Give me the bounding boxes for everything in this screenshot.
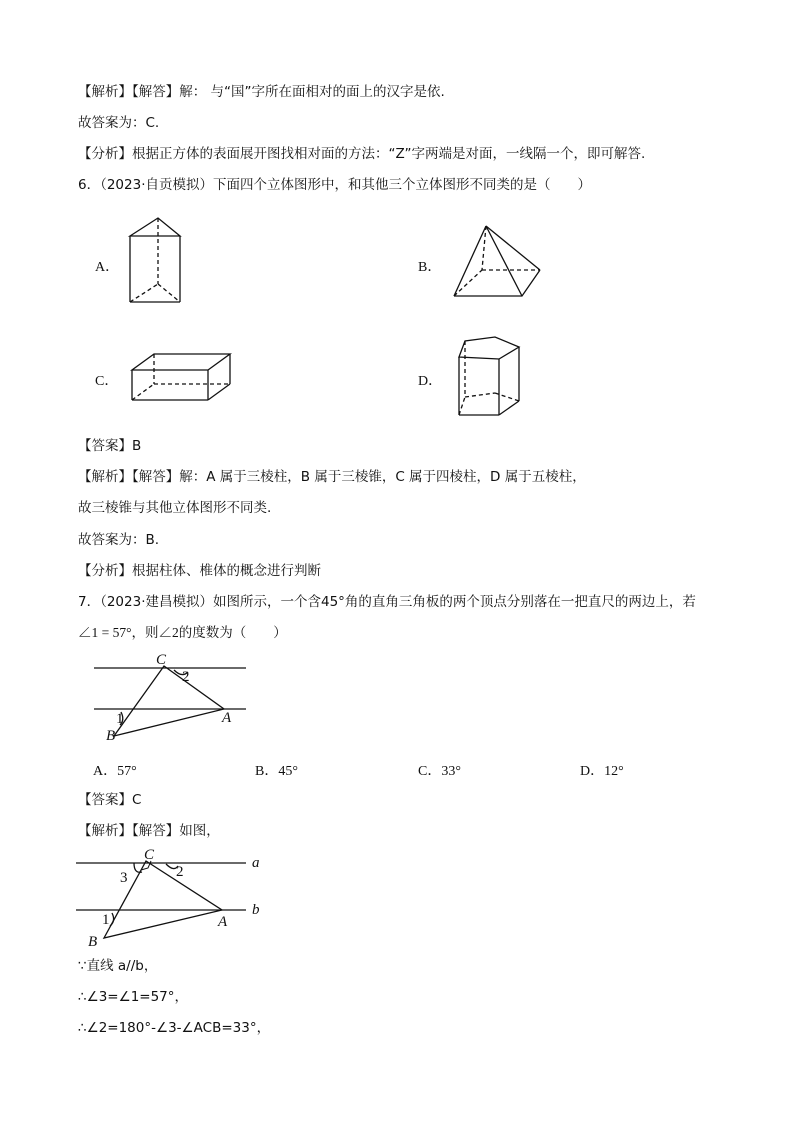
q6-answer: 【答案】B	[78, 438, 142, 454]
triangular-prism-figure	[120, 212, 190, 307]
q7-option-c: C．33°	[418, 764, 461, 779]
q7-stem-1: 7．（2023·建昌模拟）如图所示，一个含45°角的直角三角板的两个顶点分别落在一把直尺的两边上，若	[78, 594, 696, 610]
q7s-label-c: C	[144, 847, 155, 863]
q7-step-2: ∴∠3=∠1=57°，	[78, 989, 189, 1005]
q6-stem: 6．（2023·自贡模拟）下面四个立体图形中，和其他三个立体图形不同类的是（ ）	[78, 177, 591, 193]
q5-analysis: 【分析】根据正方体的表面展开图找相对面的方法：“Z”字两端是对面，一线隔一个，即可解答.	[78, 146, 646, 162]
q6-option-c-label: C．	[95, 374, 119, 389]
q7-solution-figure	[74, 846, 274, 951]
q7-solution-intro: 【解析】【解答】如图，	[78, 823, 220, 839]
q7s-label-1: 1	[102, 912, 110, 928]
q6-option-b-label: B．	[418, 260, 442, 275]
q7-option-a: A．57°	[93, 764, 137, 779]
q7s-label-a: A	[218, 914, 228, 930]
q7-figure	[90, 652, 250, 744]
q7-label-1: 1	[116, 711, 124, 727]
q6-option-a-label: A．	[95, 260, 120, 275]
q7s-label-3: 3	[120, 870, 128, 886]
q7-step-3: ∴∠2=180°-∠3-∠ACB=33°，	[78, 1020, 271, 1036]
q7-label-c: C	[156, 652, 167, 668]
q7s-label-a-line: a	[252, 855, 260, 871]
q7s-label-2: 2	[176, 864, 184, 880]
square-pyramid-figure	[450, 222, 545, 302]
pentagonal-prism-figure	[455, 333, 527, 423]
q7-option-d: D．12°	[580, 764, 624, 779]
q6-solution-2: 故三棱锥与其他立体图形不同类.	[78, 500, 272, 516]
q7-label-2: 2	[182, 669, 190, 685]
q6-solution-3: 故答案为：B.	[78, 532, 160, 548]
q7-option-b: B．45°	[255, 764, 298, 779]
q5-answer: 故答案为：C.	[78, 115, 160, 131]
q7-label-a: A	[222, 710, 232, 726]
q7-label-b: B	[106, 728, 116, 744]
q6-option-d-label: D．	[418, 374, 443, 389]
q6-solution-1: 【解析】【解答】解：A 属于三棱柱，B 属于三棱锥，C 属于四棱柱，D 属于五棱柱，	[78, 469, 586, 485]
q7-answer: 【答案】C	[78, 792, 142, 808]
q7s-label-b-line: b	[252, 902, 260, 918]
q7-step-1: ∵直线 a//b，	[78, 958, 158, 974]
q7s-label-b: B	[88, 934, 98, 950]
cuboid-figure	[128, 350, 238, 408]
q7-stem-2: ∠1 = 57°，则∠2的度数为（ ）	[78, 625, 287, 640]
q5-solution: 【解析】【解答】解： 与“国”字所在面相对的面上的汉字是依.	[78, 84, 445, 100]
q6-analysis: 【分析】根据柱体、椎体的概念进行判断	[78, 563, 321, 579]
